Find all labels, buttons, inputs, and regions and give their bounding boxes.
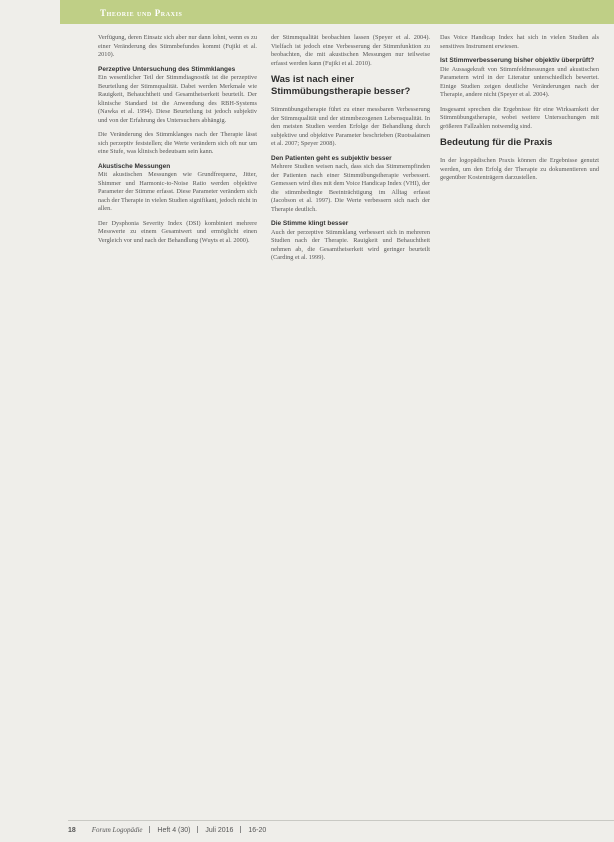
subheading: Die Stimme klingt besser	[271, 220, 349, 227]
paragraph: der Stimmqualität beobachten lassen (Speyer et al. 2004). Vielfach ist jedoch eine Verbesserung der Stimmfunktion zu beobachten, die mit akustischen Messungen nur teilweise erfasst werden kann (Fujiki et al. 2010).	[271, 34, 430, 67]
subheading: Den Patienten geht es subjektiv besser	[271, 154, 392, 162]
paragraph: Die Aussagekraft von Stimmfeldmessungen und akustischen Parametern wird in der Literatur unterschiedlich bewertet. Einige Studien zeigen deutliche Veränderungen nach der Therapie, andere nicht (Speyer et al. 2004).	[440, 65, 599, 98]
page-footer	[68, 826, 266, 834]
journal-name: Forum Logopädie	[91, 826, 143, 834]
column-2	[271, 34, 430, 269]
subheading: Perzeptive Untersuchung des Stimmklanges	[98, 65, 236, 73]
section-title: Theorie und Praxis	[100, 8, 183, 18]
footer-divider	[149, 826, 150, 833]
subheading: Ist Stimmverbesserung bisher objektiv überprüft?	[440, 57, 595, 64]
footer-rule	[68, 820, 614, 821]
paragraph: In der logopädischen Praxis können die Ergebnisse genutzt werden, um den Erfolg der Therapie zu dokumentieren und gegenüber Kostenträgern darzustellen.	[440, 157, 599, 181]
page-number: 18	[68, 827, 76, 834]
column-3	[440, 34, 599, 189]
paragraph: Mehrere Studien weisen nach, dass sich das Stimmempfinden der Patienten nach einer Stimmübungstherapie verbessert. Gemessen wird dies mit dem Voice Handicap Index (VHI), der die stimmbedingte Beeinträchtigung im Alltag erfasst (Jacobson et al. 1997). Die Werte verbessern sich nach der Therapie deutlich.	[271, 163, 430, 213]
footer-divider	[240, 826, 241, 833]
paragraph: Stimmübungstherapie führt zu einer messbaren Verbesserung der Stimmqualität und der stimmbezogenen Lebensqualität. In den meisten Studien werden Erfolge der Behandlung durch subjektive und objektive Parameter beschrieben (Ruotsalainen et al. 2007; Speyer 2008).	[271, 106, 430, 147]
paragraph: Ein wesentlicher Teil der Stimmdiagnostik ist die perzeptive Beurteilung der Stimmqualität. Dabei werden Merkmale wie Rauigkeit, Behauchtheit und Gesamtheiserkeit beurteilt. Der klinische Standard ist die Anwendung des RBH-Systems (Nawka et al. 1994). Diese Beurteilung ist jedoch subjektiv und von der Erfahrung des Untersuchers abhängig.	[98, 74, 257, 124]
column-1	[98, 34, 257, 251]
section-heading: Was ist nach einer Stimmübungstherapie besser?	[271, 74, 411, 97]
paragraph: Das Voice Handicap Index hat sich in vielen Studien als sensitives Instrument erwiesen.	[440, 34, 599, 50]
paragraph: Die Veränderung des Stimmklanges nach der Therapie lässt sich perzeptiv feststellen; die Werte verändern sich oft nur um eine Stufe, was klinisch bedeutsam sein kann.	[98, 131, 257, 155]
page-range: 16-20	[248, 827, 267, 834]
paragraph: Verfügung, deren Einsatz sich aber nur dann lohnt, wenn es zu einer Veränderung des Stimmbefundes kommt (Fujiki et al. 2010).	[98, 34, 257, 58]
section-heading: Bedeutung für die Praxis	[440, 137, 553, 148]
paragraph: Auch der perzeptive Stimmklang verbessert sich in mehreren Studien nach der Therapie. Rauigkeit und Behauchtheit nehmen ab, die Gesamtheiserkeit wird geringer beurteilt (Carding et al. 1999).	[271, 228, 430, 261]
issue: Heft 4 (30)	[157, 827, 191, 834]
paragraph: Insgesamt sprechen die Ergebnisse für eine Wirksamkeit der Stimmübungstherapie, wobei weitere Untersuchungen mit größeren Fallzahlen notwendig sind.	[440, 105, 599, 130]
subheading: Akustische Messungen	[98, 162, 171, 170]
footer-divider	[197, 826, 198, 833]
paragraph: Mit akustischen Messungen wie Grundfrequenz, Jitter, Shimmer und Harmonic-to-Noise Ratio werden objektive Parameter der Stimme erfasst. Diese Parameter verändern sich nach der Therapie in vielen Studien signifikant, jedoch nicht in allen.	[98, 171, 257, 212]
paragraph: Der Dysphonia Severity Index (DSI) kombiniert mehrere Messwerte zu einem Gesamtwert und ermöglicht einen Vergleich vor und nach der Behandlung (Wuyts et al. 2000).	[98, 219, 257, 244]
date: Juli 2016	[205, 827, 234, 834]
